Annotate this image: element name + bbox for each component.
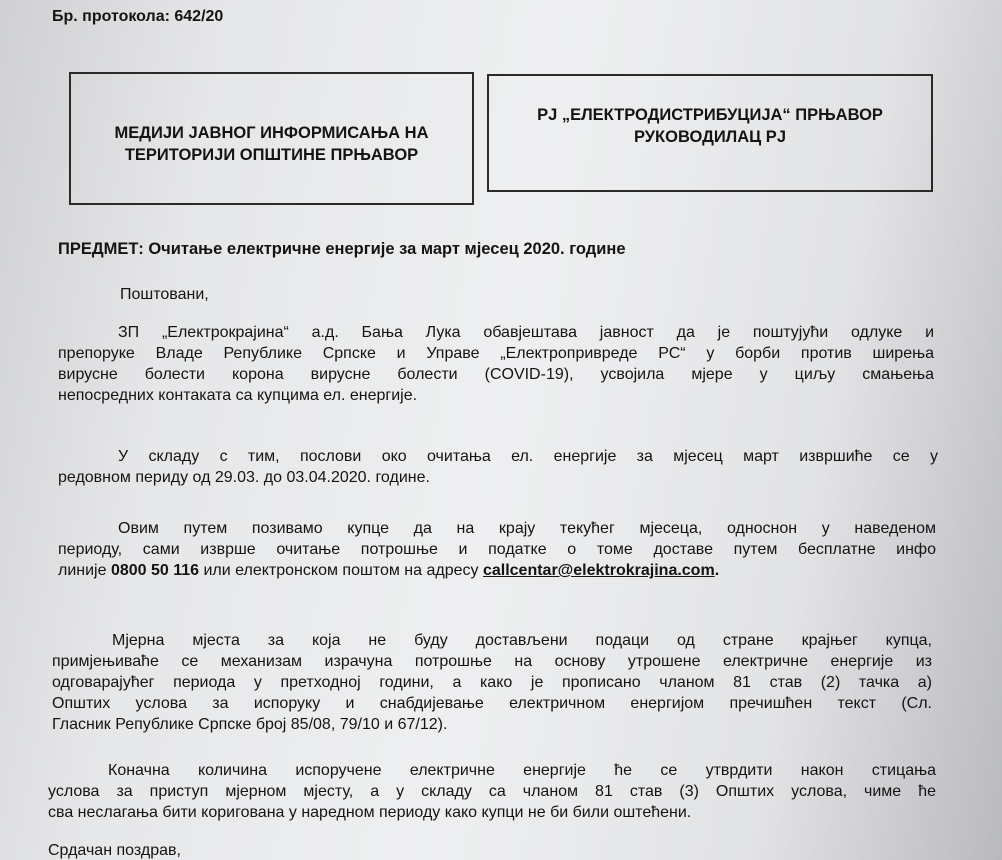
- recipient-line: РУКОВОДИЛАЦ РЈ: [633, 128, 786, 146]
- paragraph-line: Овим путем позивамо купце да на крају текућег мјесеца, односнон у наведеном: [118, 520, 936, 537]
- paragraph-line: редовном периду од 29.03. до 03.04.2020. године.: [58, 469, 430, 486]
- recipient-line: МЕДИЈИ ЈАВНОГ ИНФОРМИСАЊА НА: [114, 124, 429, 142]
- closing-salutation: Срдачан поздрав,: [48, 842, 181, 859]
- paragraph-line: одговарајућег периода у претходној години, а како је прописано чланом 81 став (2) тачка а): [52, 674, 932, 691]
- email-link[interactable]: callcentar@elektrokrajina.com: [482, 562, 715, 579]
- recipient-line: ТЕРИТОРИЈИ ОПШТИНЕ ПРЊАВОР: [124, 146, 419, 164]
- greeting: Поштовани,: [120, 286, 209, 303]
- paragraph-line: Општих услова за испоруку и снабдијевање електричном енергијом пречишћен текст (Сл.: [52, 695, 932, 712]
- protocol-number: Бр. протокола: 642/20: [52, 8, 224, 25]
- recipient-line: РЈ „ЕЛЕКТРОДИСТРИБУЦИЈА“ ПРЊАВОР: [537, 106, 883, 124]
- text-fragment: .: [714, 562, 720, 579]
- paragraph-announcement: [58, 322, 934, 406]
- paragraph-line: ЗП „Електрокрајина“ а.д. Бања Лука обавјештава јавност да је поштујући одлуке и: [118, 324, 934, 341]
- paragraph-line: услова за приступ мјерном мјесту, а у складу са чланом 81 став (3) Општих услова, чиме ће: [48, 783, 936, 800]
- paragraph-line: вирусне болести корона вирусне болести (COVID-19), усвојила мјере у циљу смањења: [58, 366, 934, 383]
- recipient-box-distribution: [487, 74, 933, 192]
- paragraph-line: У складу с тим, послови око очитања ел. енергије за мјесец март извршиће се у: [118, 448, 938, 465]
- text-fragment: линије: [58, 562, 111, 579]
- phone-number: 0800 50 116: [110, 562, 200, 579]
- recipient-box-media: [69, 72, 474, 205]
- paragraph-reading-period: [58, 446, 938, 488]
- paragraph-line: сва неслагања бити коригована у наредном периоду како купци не би били оштећени.: [48, 804, 692, 821]
- paragraph-line: периоду, сами изврше очитање потрошње и податке о томе доставе путем бесплатне инфо: [58, 541, 936, 558]
- paragraph-final-quantity: [48, 760, 936, 823]
- text-fragment: или електронском поштом на адресу: [199, 562, 483, 579]
- paragraph-line: препоруке Владе Републике Српске и Управе „Електропривреде РС“ у борби против ширења: [58, 345, 934, 362]
- paragraph-self-reading: [58, 518, 936, 581]
- paragraph-line: [58, 560, 936, 581]
- subject-line: ПРЕДМЕТ: Очитање електричне енергије за март мјесец 2020. године: [58, 240, 626, 258]
- paragraph-estimation: [52, 630, 932, 735]
- paragraph-line: примјењиваће се механизам израчуна потрошње на основу утрошене електричне енергије из: [52, 653, 932, 670]
- paragraph-line: непосредних контаката са купцима ел. енергије.: [58, 387, 418, 404]
- paragraph-line: Гласник Републике Српске број 85/08, 79/10 и 67/12).: [52, 716, 448, 733]
- paragraph-line: Мјерна мјеста за која не буду достављени подаци од стране крајњег купца,: [112, 632, 932, 649]
- paragraph-line: Коначна количина испоручене електричне енергије ће се утврдити након стицања: [108, 762, 936, 779]
